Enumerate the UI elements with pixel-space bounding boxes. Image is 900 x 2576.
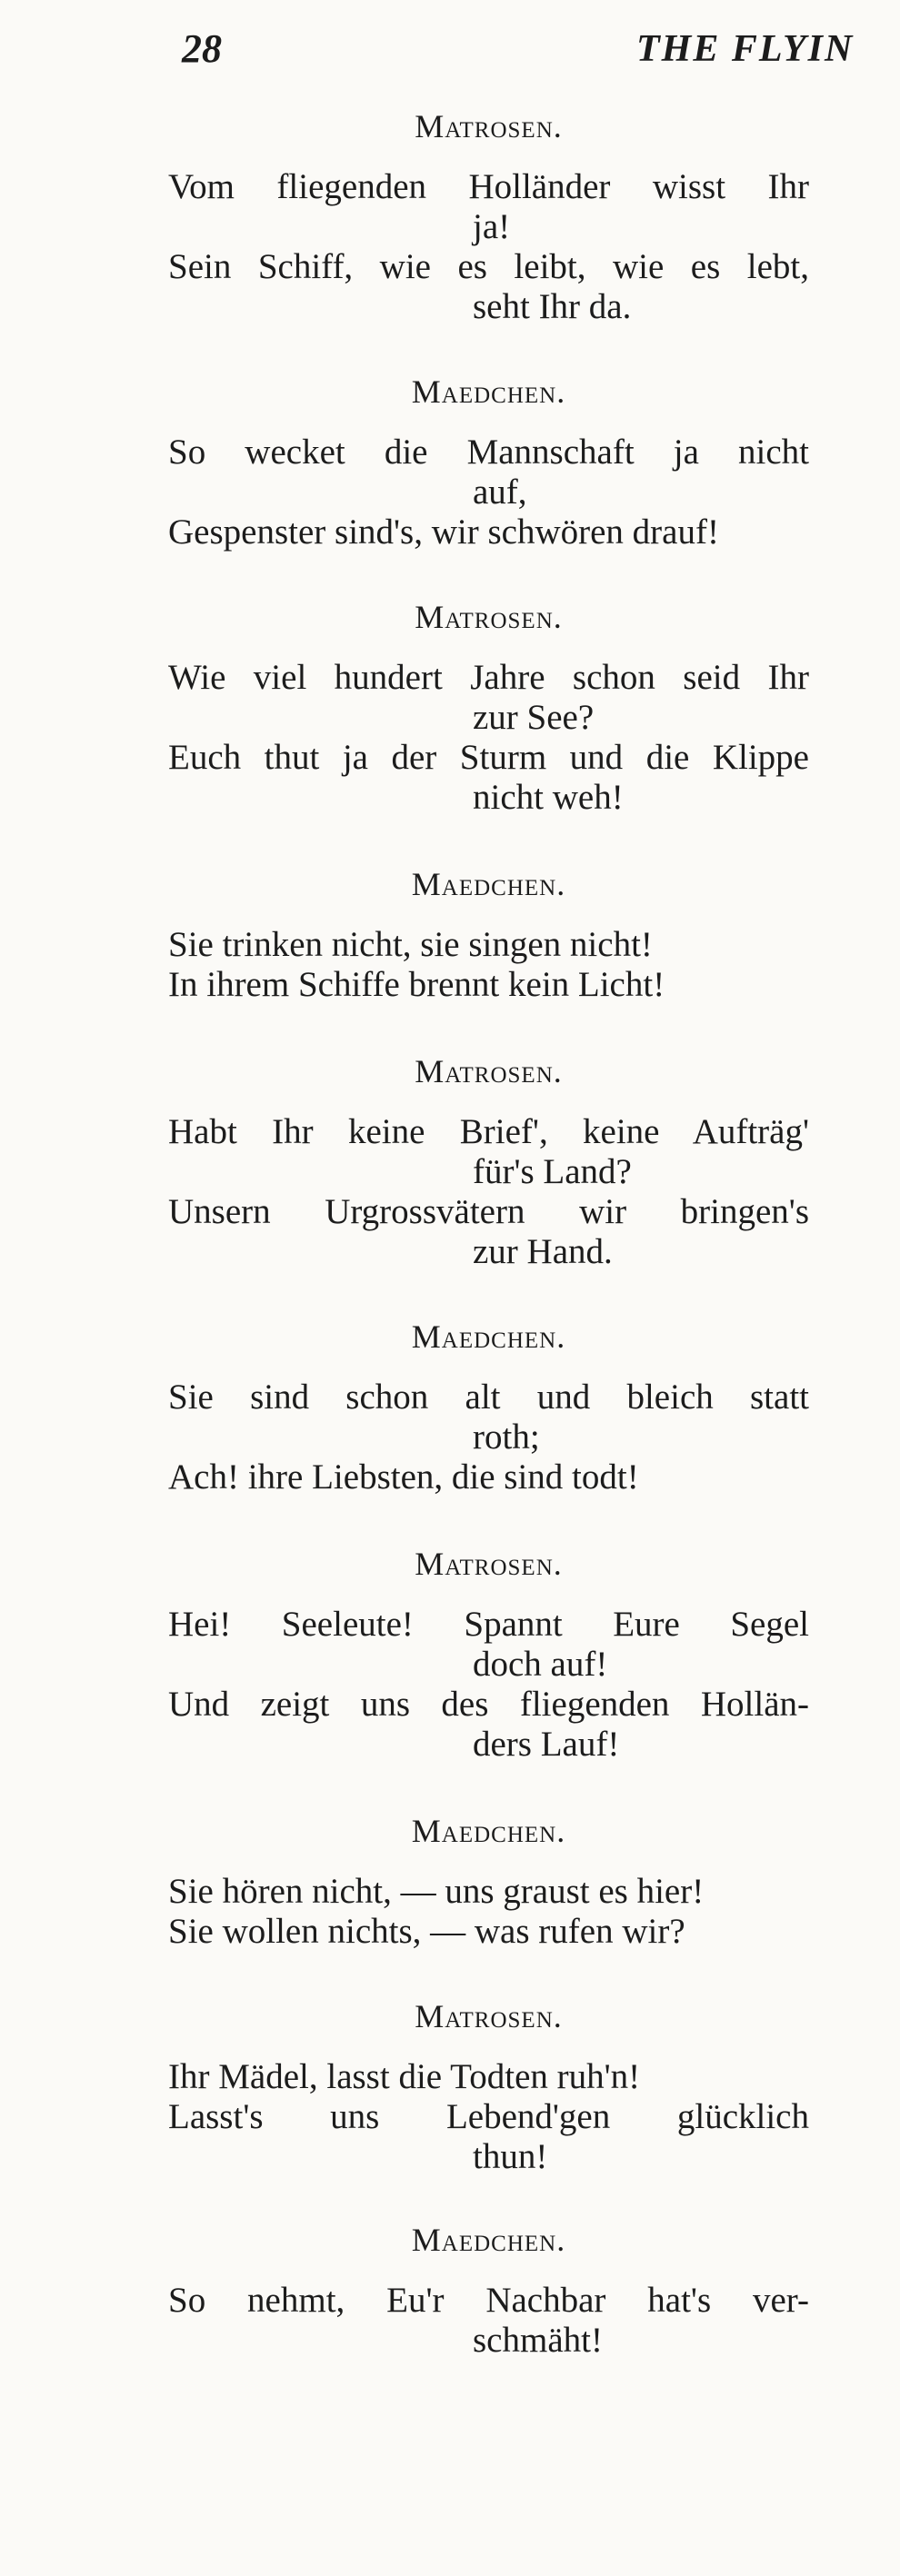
verse-line	[168, 738, 809, 818]
verse-line-text: Ihr Mädel, lasst die Todten ruh'n!	[168, 2057, 641, 2096]
verse-line	[168, 1378, 809, 1457]
speaker-name: Matrosen.	[415, 1546, 563, 1582]
verse-line-text: Sein Schiff, wie es leibt, wie es lebt,	[168, 247, 809, 286]
verse-line	[168, 965, 809, 1005]
stanza	[168, 1872, 809, 1952]
verse-line-text: Sie hören nicht, — uns graust es hier!	[168, 1872, 705, 1911]
dialogue-section	[168, 865, 809, 1005]
verse-line-continuation: für's Land?	[473, 1152, 632, 1191]
verse-line	[168, 1685, 809, 1765]
verse-line-text: Sie wollen nichts, — was rufen wir?	[168, 1912, 685, 1951]
dialogue-section	[168, 107, 809, 327]
verse-line-text: Vom fliegenden Holländer wisst Ihr	[168, 167, 809, 206]
verse-line	[168, 658, 809, 738]
verse-line-text: Gespenster sind's, wir schwören drauf!	[168, 512, 719, 552]
verse-line-text: Habt Ihr keine Brief', keine Aufträg'	[168, 1112, 809, 1151]
verse-line-continuation: seht Ihr da.	[473, 287, 632, 326]
verse-line	[168, 1872, 809, 1912]
verse-line-continuation: nicht weh!	[473, 778, 624, 817]
verse-line-continuation: doch auf!	[473, 1645, 608, 1684]
libretto-text	[168, 107, 809, 2361]
speaker-name: Maedchen.	[411, 866, 566, 902]
stanza	[168, 167, 809, 327]
speaker-name: Maedchen.	[411, 2222, 566, 2258]
verse-line	[168, 433, 809, 512]
verse-line	[168, 1457, 809, 1497]
dialogue-section	[168, 598, 809, 818]
speaker-name: Maedchen.	[411, 1318, 566, 1355]
verse-line-text: Euch thut ja der Sturm und die Klippe	[168, 738, 809, 777]
stanza	[168, 1605, 809, 1765]
verse-line-text: Hei! Seeleute! Spannt Eure Segel	[168, 1605, 809, 1644]
verse-line	[168, 1192, 809, 1272]
speaker-name: Matrosen.	[415, 108, 563, 144]
dialogue-section	[168, 1812, 809, 1952]
verse-line-continuation: schmäht!	[473, 2321, 603, 2360]
verse-line	[168, 2281, 809, 2361]
dialogue-section	[168, 1052, 809, 1272]
verse-line	[168, 1912, 809, 1952]
stanza	[168, 1378, 809, 1497]
verse-line-text: Sie trinken nicht, sie singen nicht!	[168, 925, 653, 964]
stanza	[168, 658, 809, 818]
stanza	[168, 433, 809, 552]
verse-line-text: Und zeigt uns des fliegenden Hollän-	[168, 1685, 809, 1724]
verse-line	[168, 512, 809, 552]
verse-line	[168, 925, 809, 965]
stanza	[168, 2281, 809, 2361]
speaker-name: Matrosen.	[415, 1053, 563, 1089]
verse-line-text: So nehmt, Eu'r Nachbar hat's ver-	[168, 2281, 809, 2320]
verse-line-continuation: zur See?	[473, 698, 595, 737]
dialogue-section	[168, 1545, 809, 1765]
verse-line-text: Unsern Urgrossvätern wir bringen's	[168, 1192, 809, 1231]
stanza	[168, 1112, 809, 1272]
speaker-name: Matrosen.	[415, 599, 563, 635]
verse-line-continuation: ja!	[473, 207, 511, 246]
verse-line-continuation: thun!	[473, 2137, 548, 2176]
verse-line-continuation: ders Lauf!	[473, 1725, 620, 1764]
verse-line-text: Ach! ihre Liebsten, die sind todt!	[168, 1457, 639, 1497]
verse-line-text: Wie viel hundert Jahre schon seid Ihr	[168, 658, 809, 697]
dialogue-section	[168, 1318, 809, 1497]
dialogue-section	[168, 2221, 809, 2361]
verse-line-text: Lasst's uns Lebend'gen glücklich	[168, 2097, 809, 2136]
verse-line-continuation: roth;	[473, 1417, 540, 1457]
speaker-name: Matrosen.	[415, 1998, 563, 2034]
stanza	[168, 2057, 809, 2177]
stanza	[168, 925, 809, 1005]
dialogue-section	[168, 373, 809, 552]
dialogue-section	[168, 1997, 809, 2177]
verse-line-text: In ihrem Schiffe brennt kein Licht!	[168, 965, 665, 1004]
verse-line-text: Sie sind schon alt und bleich statt	[168, 1378, 809, 1417]
verse-line-text: So wecket die Mannschaft ja nicht	[168, 433, 809, 472]
verse-line-continuation: auf,	[473, 472, 527, 512]
verse-line	[168, 1605, 809, 1685]
page-number: 28	[182, 26, 222, 71]
verse-line	[168, 2097, 809, 2177]
verse-line	[168, 1112, 809, 1192]
running-head: THE FLYIN	[636, 28, 855, 70]
verse-line	[168, 167, 809, 247]
verse-line-continuation: zur Hand.	[473, 1232, 613, 1271]
speaker-name: Maedchen.	[411, 373, 566, 410]
speaker-name: Maedchen.	[411, 1813, 566, 1849]
verse-line	[168, 2057, 809, 2097]
verse-line	[168, 247, 809, 327]
